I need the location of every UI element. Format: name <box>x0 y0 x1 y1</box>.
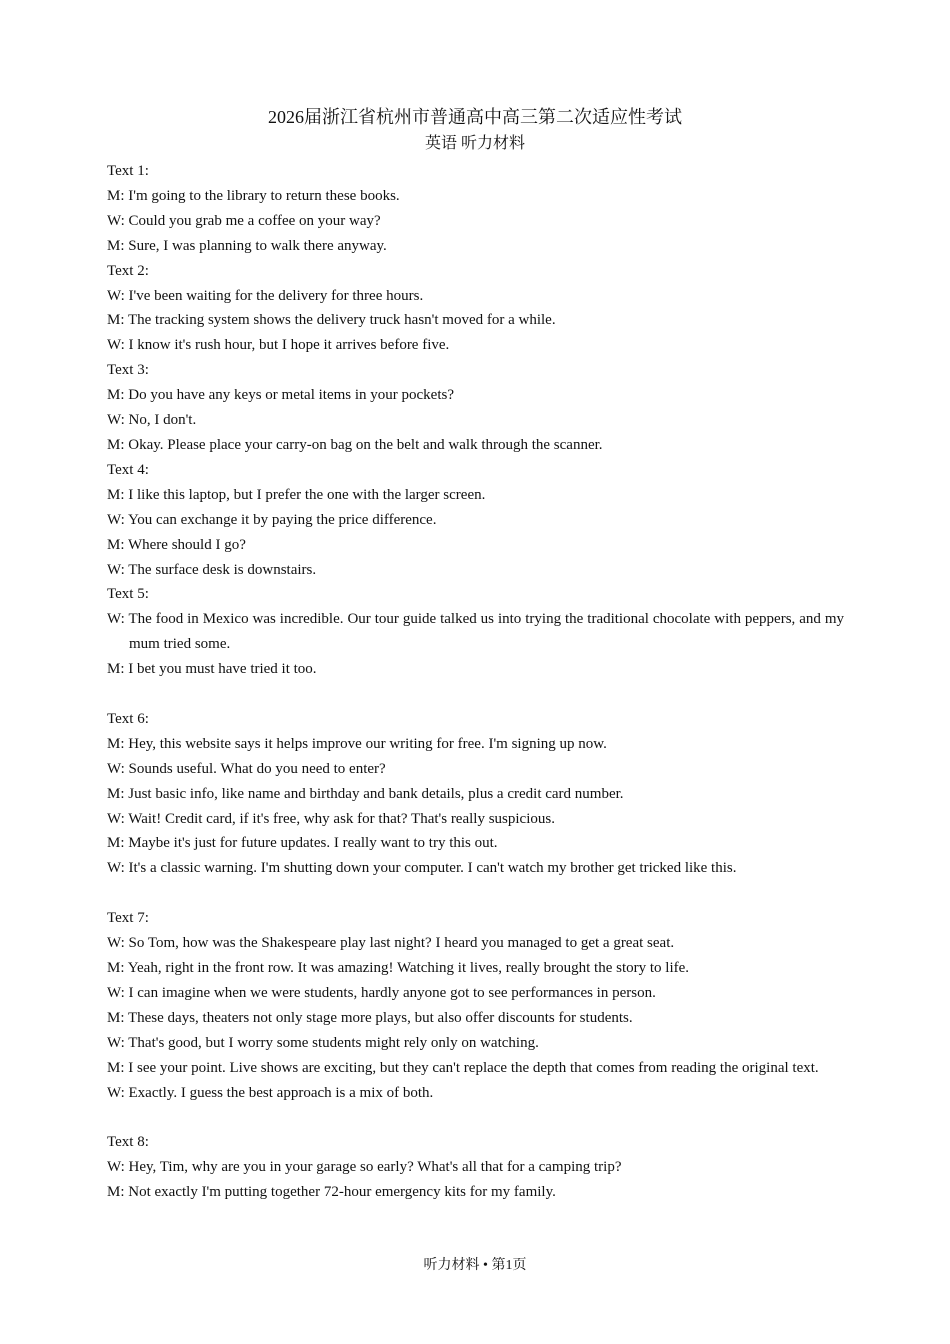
listening-transcript <box>107 159 844 1205</box>
dialogue-line: M: Okay. Please place your carry-on bag on the belt and walk through the scanner. <box>107 436 603 453</box>
dialogue-line: M: I like this laptop, but I prefer the one with the larger screen. <box>107 486 486 503</box>
text-heading: Text 2: <box>107 262 149 279</box>
dialogue-line: W: Hey, Tim, why are you in your garage so early? What's all that for a camping trip? <box>107 1159 622 1176</box>
text-heading: Text 6: <box>107 710 149 727</box>
dialogue-line: M: Sure, I was planning to walk there anyway. <box>107 237 387 254</box>
page-footer: 听力材料 • 第1页 <box>423 1258 527 1273</box>
dialogue-line: M: Where should I go? <box>107 536 246 553</box>
dialogue-line: M: I bet you must have tried it too. <box>107 661 317 678</box>
dialogue-line: W: You can exchange it by paying the price difference. <box>107 511 437 528</box>
text-heading: Text 4: <box>107 461 149 478</box>
section-gap <box>107 881 844 906</box>
dialogue-line: W: The food in Mexico was incredible. Our tour guide talked us into trying the traditional chocolate with peppers, and my mum tried some. <box>107 611 844 653</box>
dialogue-line: W: Wait! Credit card, if it's free, why ask for that? That's really suspicious. <box>107 810 555 827</box>
dialogue-line: M: These days, theaters not only stage more plays, but also offer discounts for students. <box>107 1009 633 1026</box>
dialogue-line: M: Do you have any keys or metal items in your pockets? <box>107 387 455 404</box>
text-heading: Text 1: <box>107 163 149 179</box>
dialogue-line: W: It's a classic warning. I'm shutting down your computer. I can't watch my brother get tricked like this. <box>107 860 737 877</box>
text-heading: Text 8: <box>107 1134 149 1151</box>
section-gap <box>107 1105 844 1130</box>
dialogue-line: W: No, I don't. <box>107 412 197 429</box>
page-subtitle: 英语 听力材料 <box>424 135 525 152</box>
section-gap <box>107 682 844 707</box>
text-heading: Text 3: <box>107 362 149 379</box>
dialogue-line: M: Hey, this website says it helps improve our writing for free. I'm signing up now. <box>107 735 607 752</box>
dialogue-line: M: Maybe it's just for future updates. I really want to try this out. <box>107 835 498 852</box>
text-heading: Text 7: <box>107 910 149 927</box>
dialogue-line: W: Could you grab me a coffee on your way? <box>107 212 381 229</box>
dialogue-line: W: The surface desk is downstairs. <box>107 561 317 578</box>
dialogue-line: M: The tracking system shows the delivery truck hasn't moved for a while. <box>107 312 556 329</box>
dialogue-line: W: So Tom, how was the Shakespeare play last night? I heard you managed to get a great seat. <box>107 935 675 952</box>
text-heading: Text 5: <box>107 586 149 603</box>
dialogue-line: M: I'm going to the library to return these books. <box>107 187 400 204</box>
dialogue-line: W: That's good, but I worry some students might rely only on watching. <box>107 1034 539 1051</box>
dialogue-line: W: Exactly. I guess the best approach is a mix of both. <box>107 1084 434 1101</box>
dialogue-line: W: I've been waiting for the delivery for three hours. <box>107 287 424 304</box>
dialogue-line: W: I know it's rush hour, but I hope it arrives before five. <box>107 337 450 354</box>
page-title: 2026届浙江省杭州市普通高中高三第二次适应性考试 <box>268 107 682 127</box>
dialogue-line: W: Sounds useful. What do you need to enter? <box>107 760 386 777</box>
dialogue-line: M: Just basic info, like name and birthday and bank details, plus a credit card number. <box>107 785 624 802</box>
dialogue-line: W: I can imagine when we were students, hardly anyone got to see performances in person. <box>107 984 656 1001</box>
dialogue-line: M: Not exactly I'm putting together 72-hour emergency kits for my family. <box>107 1184 556 1201</box>
dialogue-line: M: I see your point. Live shows are exciting, but they can't replace the depth that comes from reading the original text. <box>107 1059 819 1076</box>
dialogue-line: M: Yeah, right in the front row. It was amazing! Watching it lives, really brought the story to life. <box>107 959 690 976</box>
